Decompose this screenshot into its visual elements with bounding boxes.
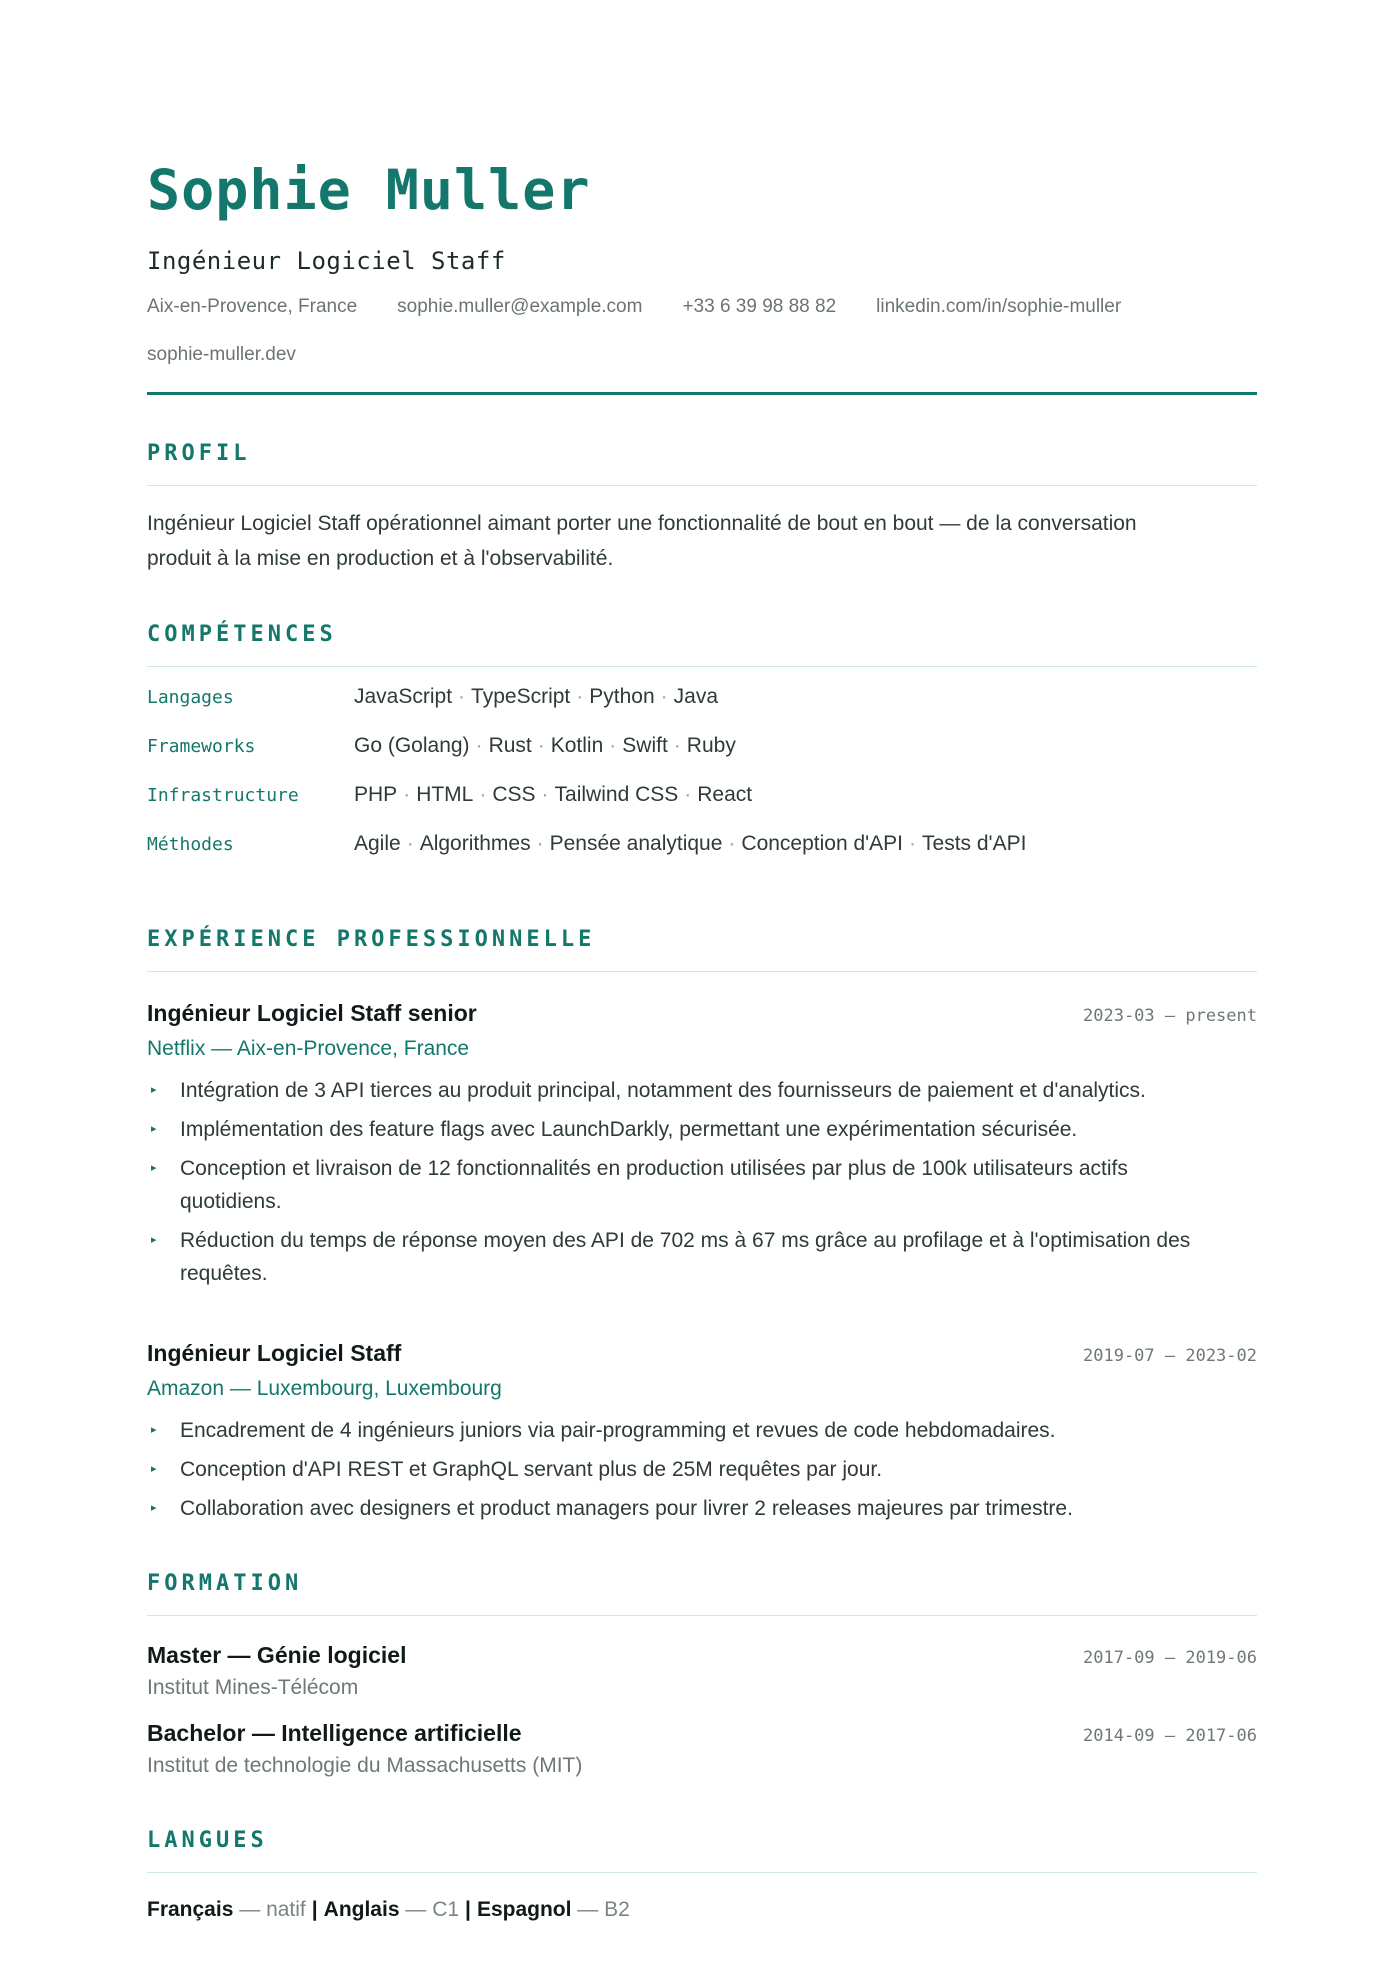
section-divider [147, 971, 1257, 972]
degree-title: Bachelor — Intelligence artificielle [147, 1720, 522, 1746]
section-divider [147, 485, 1257, 486]
section-divider [147, 666, 1257, 667]
skill-item: CSS [492, 783, 536, 806]
bullet-triangle-icon: ▸ [151, 1463, 157, 1475]
bullet-text: Encadrement de 4 ingénieurs juniors via pair-programming et revues de code hebdomadaires. [180, 1419, 1056, 1442]
bullet-text: Intégration de 3 API tierces au produit principal, notamment des fournisseurs de paiement et d'analytics. [180, 1079, 1146, 1102]
separator-dot: · [576, 685, 584, 708]
language-dash: — [399, 1898, 433, 1921]
section-title-experience: EXPÉRIENCE PROFESSIONNELLE [147, 927, 596, 952]
language-separator: | [465, 1898, 471, 1921]
bullet-triangle-icon: ▸ [151, 1234, 157, 1246]
section-divider [147, 1615, 1257, 1616]
skill-item: React [697, 783, 753, 806]
bullet-triangle-icon: ▸ [151, 1424, 157, 1436]
job-dates: 2023-03 — present [1083, 1006, 1257, 1026]
section-title-languages: LANGUES [147, 1828, 268, 1853]
skills-section [147, 620, 1257, 881]
skill-category-label: Infrastructure [147, 785, 299, 806]
separator-dot: · [479, 783, 487, 806]
bullet-item [147, 1492, 1220, 1525]
education-entry [147, 1716, 1257, 1782]
skill-row [147, 734, 1257, 783]
language-name: Français [147, 1898, 234, 1921]
language-level: C1 [432, 1898, 460, 1921]
bullet-triangle-icon: ▸ [151, 1084, 157, 1096]
degree-title: Master — Génie logiciel [147, 1642, 407, 1668]
language-separator: | [311, 1898, 318, 1921]
job-title: Ingénieur Logiciel Staff [147, 1340, 402, 1366]
bullet-text: Implémentation des feature flags avec LaunchDarkly, permettant une expérimentation sécurisée. [180, 1118, 1078, 1141]
separator-dot: · [403, 783, 411, 806]
candidate-name: Sophie Muller [147, 158, 591, 222]
bullet-item [147, 1453, 1220, 1486]
skill-item: Python [589, 685, 655, 708]
separator-dot: · [458, 685, 466, 708]
profile-text: Ingénieur Logiciel Staff opérationnel aimant porter une fonctionnalité de bout en bout — de la conversation produit à la mise en production et à l'observabilité. [147, 512, 1137, 570]
contact-location: Aix-en-Provence, France [147, 296, 358, 317]
education-entry [147, 1638, 1257, 1704]
separator-dot: · [541, 783, 549, 806]
separator-dot: · [475, 734, 483, 757]
education-dates: 2014-09 — 2017-06 [1083, 1726, 1257, 1746]
skills-table [147, 685, 1257, 881]
bullet-item [147, 1113, 1220, 1146]
contact-phone[interactable]: +33 6 39 98 88 82 [682, 296, 837, 317]
contact-linkedin[interactable]: linkedin.com/in/sophie-muller [876, 296, 1122, 317]
profile-section [147, 439, 1257, 576]
skill-category-label: Frameworks [147, 736, 256, 757]
skill-item: HTML [416, 783, 474, 806]
language-dash: — [233, 1898, 267, 1921]
skill-category-label: Langages [147, 687, 234, 708]
separator-dot: · [609, 734, 617, 757]
bullet-text: Réduction du temps de réponse moyen des API de 702 ms à 67 ms grâce au profilage et à l'optimisation des requêtes. [180, 1229, 1191, 1285]
separator-dot: · [536, 832, 544, 855]
school-name: Institut de technologie du Massachusetts (MIT) [147, 1754, 583, 1777]
skill-item: Tests d'API [922, 832, 1027, 855]
education-list [147, 1638, 1257, 1782]
bullet-item [147, 1414, 1220, 1447]
languages-section [147, 1826, 1257, 1927]
skill-values [354, 832, 1026, 856]
resume-page [147, 150, 1257, 1927]
skill-item: Java [673, 685, 719, 708]
skill-item: Kotlin [550, 734, 604, 757]
school-name: Institut Mines-Télécom [147, 1676, 359, 1699]
separator-dot: · [406, 832, 414, 855]
separator-dot: · [684, 783, 692, 806]
skill-category-label: Méthodes [147, 834, 234, 855]
bullet-item [147, 1074, 1220, 1107]
job-title: Ingénieur Logiciel Staff senior [147, 1000, 477, 1026]
job-entry [147, 1336, 1257, 1525]
skill-row [147, 832, 1257, 881]
skill-row [147, 783, 1257, 832]
contact-website[interactable]: sophie-muller.dev [147, 344, 296, 365]
separator-dot: · [728, 832, 736, 855]
skill-item: Agile [354, 832, 401, 855]
skill-item: Algorithmes [419, 832, 531, 855]
skill-values [354, 783, 752, 807]
bullet-triangle-icon: ▸ [151, 1162, 157, 1174]
skill-item: Tailwind CSS [554, 783, 679, 806]
bullet-text: Collaboration avec designers et product managers pour livrer 2 releases majeures par trimestre. [180, 1497, 1073, 1520]
job-company: Amazon — Luxembourg, Luxembourg [147, 1377, 502, 1400]
job-dates: 2019-07 — 2023-02 [1083, 1346, 1257, 1366]
skill-item: Pensée analytique [549, 832, 723, 855]
job-header [147, 996, 1257, 1030]
language-list [147, 1893, 1257, 1927]
job-bullets [147, 1074, 1257, 1290]
job-entry [147, 996, 1257, 1290]
skill-item: Go (Golang) [354, 734, 470, 757]
language-name: Espagnol [476, 1898, 572, 1921]
bullet-triangle-icon: ▸ [151, 1502, 157, 1514]
separator-dot: · [660, 685, 668, 708]
contact-email[interactable]: sophie.muller@example.com [397, 296, 643, 317]
language-name: Anglais [323, 1898, 400, 1921]
skill-item: Rust [488, 734, 532, 757]
education-dates: 2017-09 — 2019-06 [1083, 1648, 1257, 1668]
skill-item: Swift [622, 734, 668, 757]
language-level: B2 [604, 1898, 630, 1921]
education-section [147, 1569, 1257, 1782]
section-title-profile: PROFIL [147, 441, 251, 466]
education-header [147, 1638, 1257, 1672]
bullet-triangle-icon: ▸ [151, 1123, 157, 1135]
skill-values [354, 734, 736, 758]
headline: Ingénieur Logiciel Staff [147, 247, 506, 275]
bullet-text: Conception d'API REST et GraphQL servant plus de 25M requêtes par jour. [180, 1458, 883, 1481]
job-header [147, 1336, 1257, 1370]
skill-item: PHP [354, 783, 398, 806]
skill-item: Conception d'API [741, 832, 904, 855]
bullet-item [147, 1224, 1220, 1290]
contact-list [147, 292, 1227, 370]
skill-item: Ruby [686, 734, 736, 757]
skill-item: JavaScript [354, 685, 453, 708]
language-level: natif [266, 1898, 306, 1921]
section-title-education: FORMATION [147, 1571, 303, 1596]
job-company: Netflix — Aix-en-Provence, France [147, 1037, 470, 1060]
job-bullets [147, 1414, 1257, 1525]
separator-dot: · [537, 734, 545, 757]
skill-item: TypeScript [471, 685, 571, 708]
header-divider [147, 392, 1257, 395]
section-title-skills: COMPÉTENCES [147, 622, 337, 647]
separator-dot: · [673, 734, 681, 757]
education-header [147, 1716, 1257, 1750]
separator-dot: · [909, 832, 917, 855]
bullet-item [147, 1152, 1220, 1218]
skill-values [354, 685, 718, 709]
skill-row [147, 685, 1257, 734]
bullet-text: Conception et livraison de 12 fonctionnalités en production utilisées par plus de 100k utilisateurs actifs quotidiens. [180, 1157, 1128, 1213]
section-divider [147, 1872, 1257, 1873]
job-list [147, 996, 1257, 1525]
experience-section [147, 925, 1257, 1525]
language-dash: — [571, 1898, 605, 1921]
